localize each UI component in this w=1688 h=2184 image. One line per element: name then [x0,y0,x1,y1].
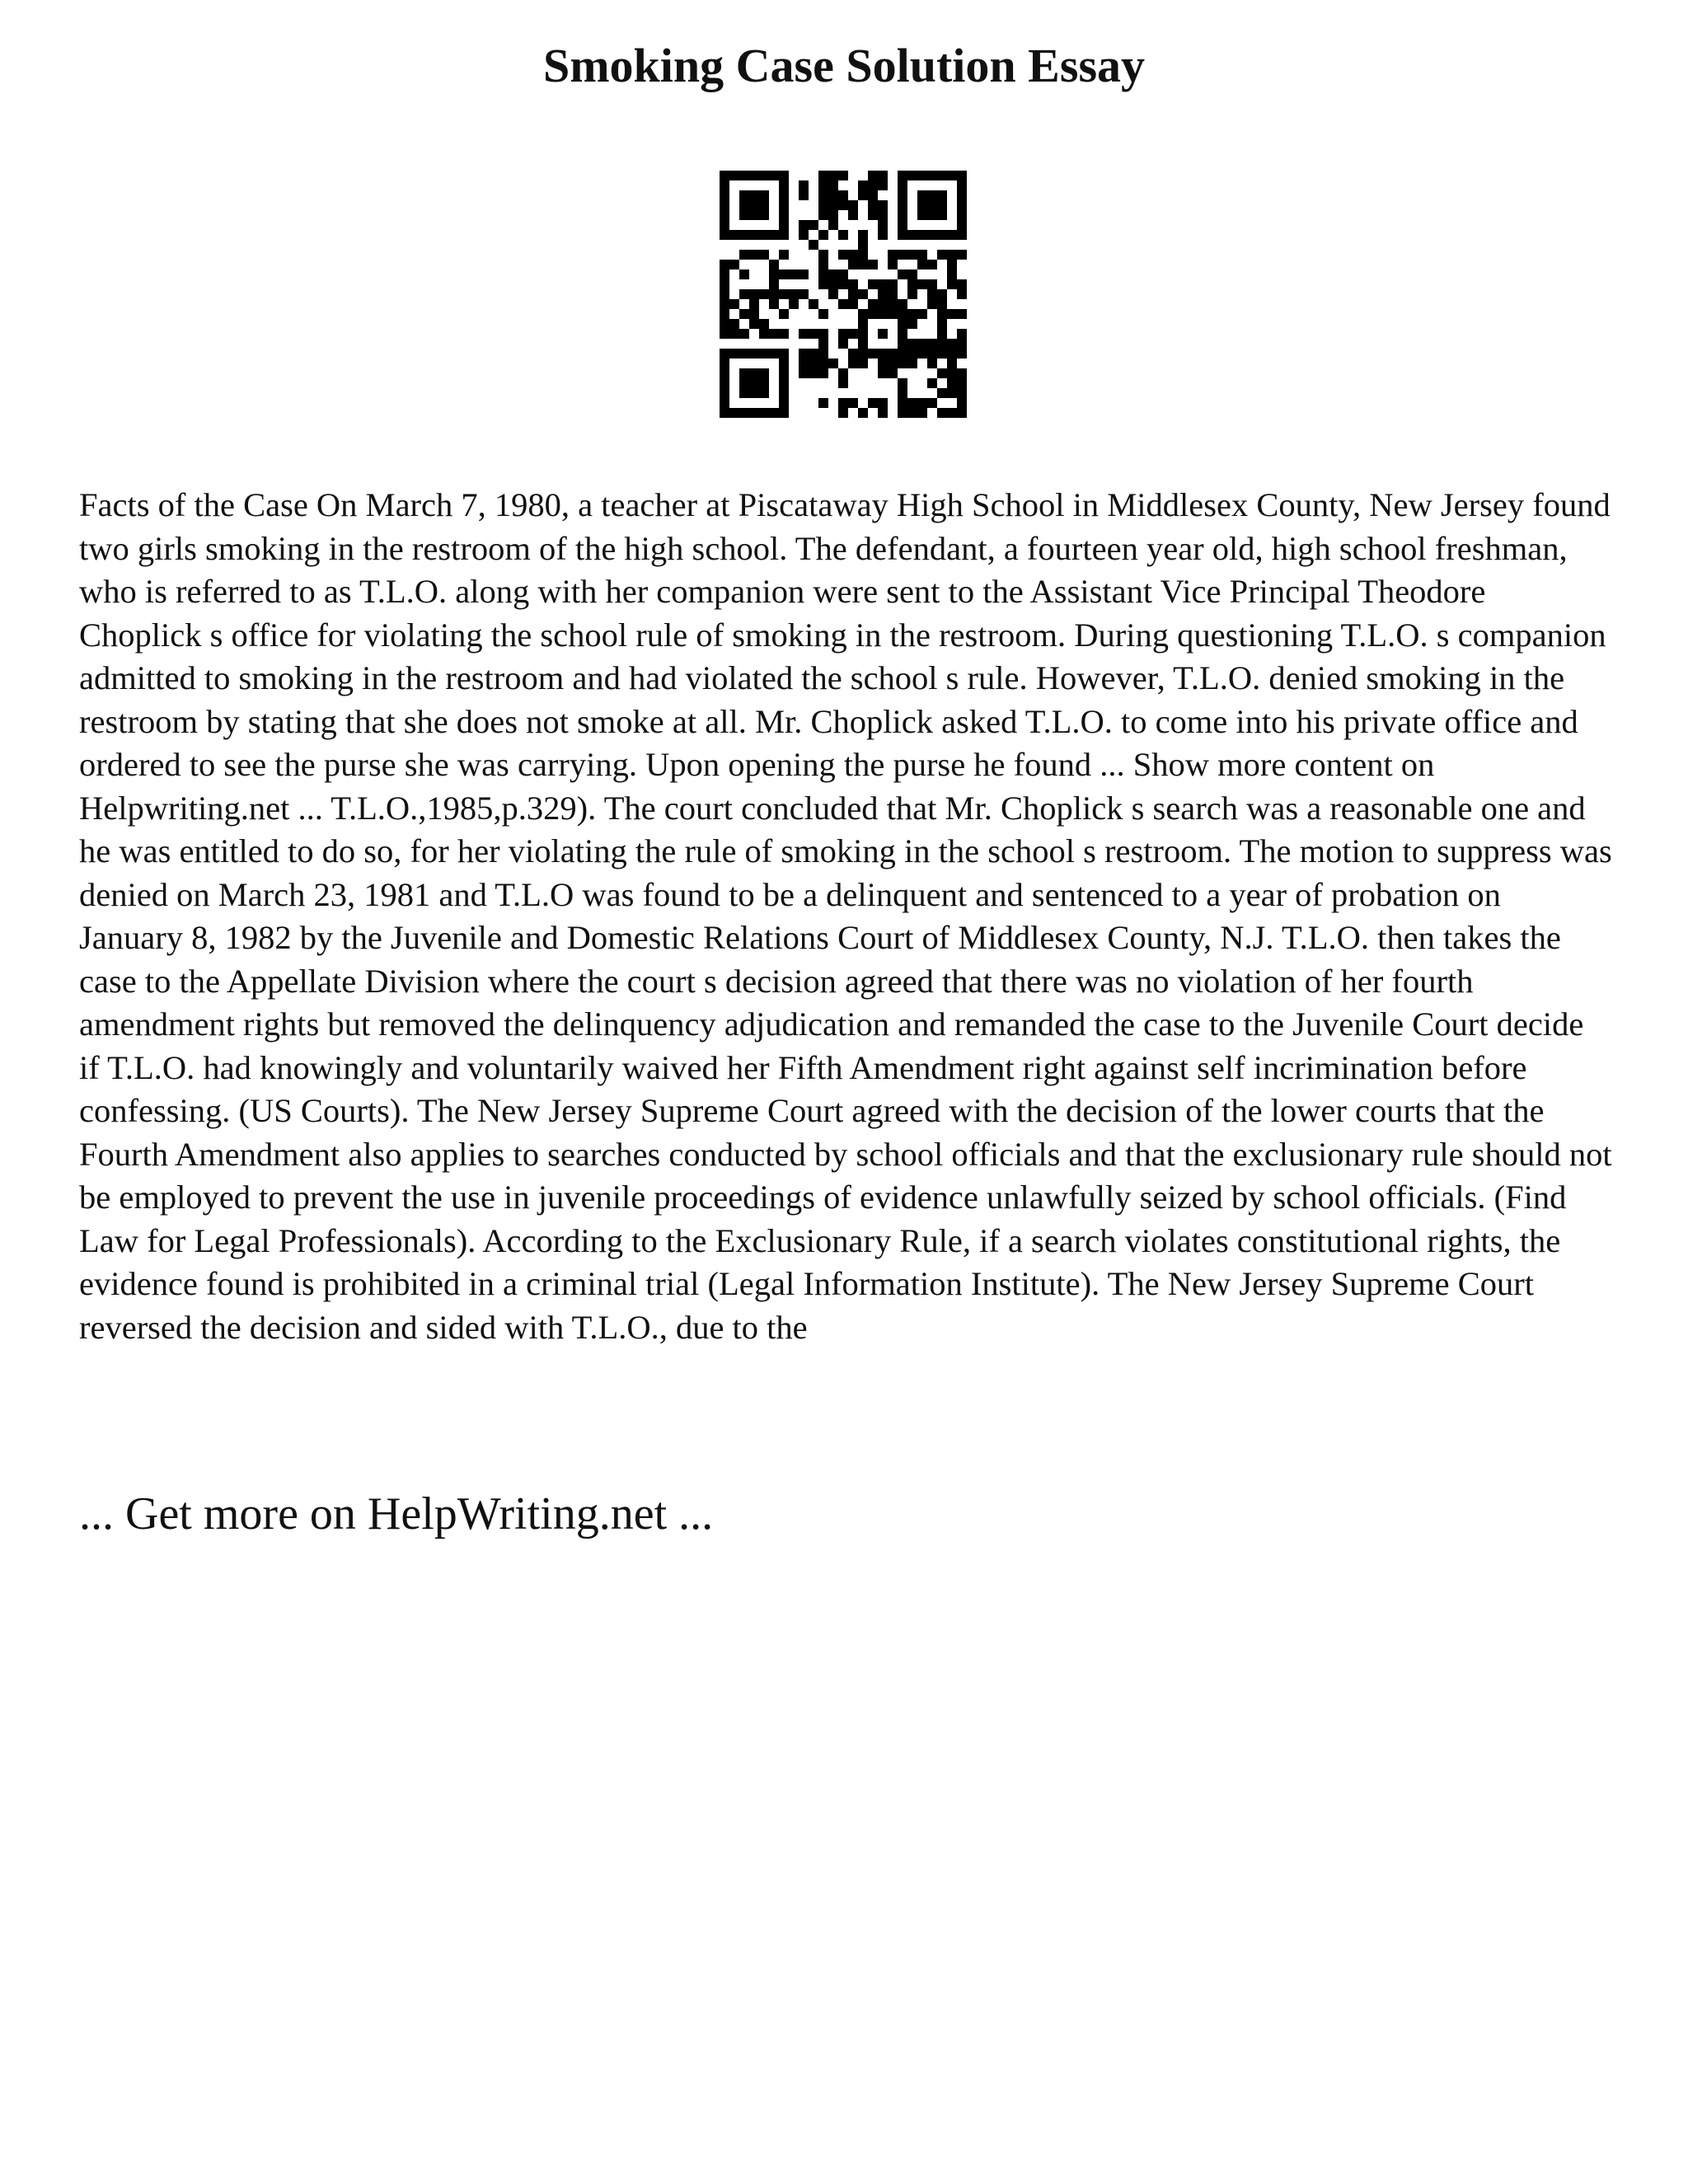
essay-body: Facts of the Case On March 7, 1980, a teacher at Piscataway High School in Middlesex County, New Jersey found two girls smoking in the restroom of the high school. The defendant, a fourteen year old, high school freshman, who is referred to as T.L.O. along with her companion were sent to the Assistant Vice Principal Theodore Choplick s office for violating the school rule of smoking in the restroom. During questioning T.L.O. s companion admitted to smoking in the restroom and had violated the school s rule. However, T.L.O. denied smoking in the restroom by stating that she does not smoke at all. Mr. Choplick asked T.L.O. to come into his private office and ordered to see the purse she was carrying. Upon opening the purse he found ... Show more content on Helpwriting.net ... T.L.O.,1985,p.329). The court concluded that Mr. Choplick s search was a reasonable one and he was entitled to do so, for her violating the rule of smoking in the school s restroom. The motion to suppress was denied on March 23, 1981 and T.L.O was found to be a delinquent and sentenced to a year of probation on January 8, 1982 by the Juvenile and Domestic Relations Court of Middlesex County, N.J. T.L.O. then takes the case to the Appellate Division where the court s decision agreed that there was no violation of her fourth amendment rights but removed the delinquency adjudication and remanded the case to the Juvenile Court decide if T.L.O. had knowingly and voluntarily waived her Fifth Amendment right against self incrimination before confessing. (US Courts). The New Jersey Supreme Court agreed with the decision of the lower courts that the Fourth Amendment also applies to searches conducted by school officials and that the exclusionary rule should not be employed to prevent the use in juvenile proceedings of evidence unlawfully seized by school officials. (Find Law for Legal Professionals). According to the Exclusionary Rule, if a search violates constitutional rights, the evidence found is prohibited in a criminal trial (Legal Information Institute). The New Jersey Supreme Court reversed the decision and sided with T.L.O., due to the [79,486,1612,1346]
qr-code-icon [720,171,967,418]
get-more-link[interactable]: ... Get more on HelpWriting.net ... [79,1488,714,1540]
qr-code-graphic [720,171,967,418]
page-title: Smoking Case Solution Essay [542,39,1146,92]
